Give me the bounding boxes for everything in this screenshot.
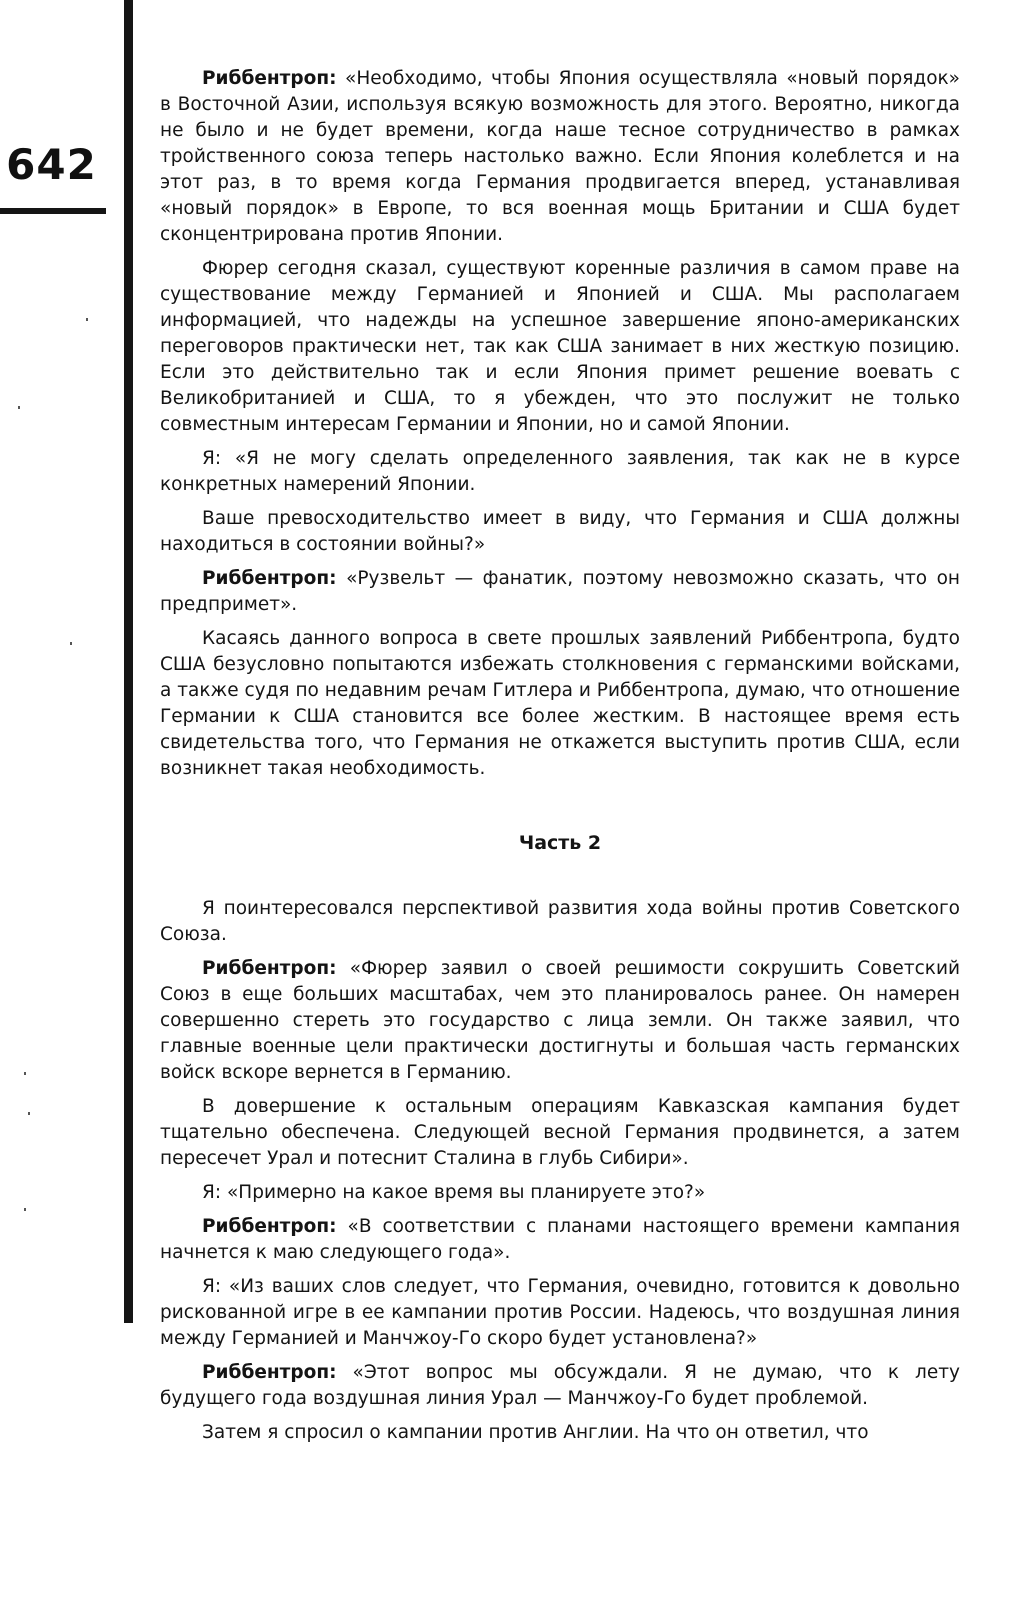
paragraph-text: «Этот вопрос мы обсуждали. Я не думаю, что к лету будущего года воздушная линия Урал — Манчжоу-Го будет проблемой. xyxy=(160,1362,960,1409)
speaker-label: Риббентроп: xyxy=(202,1216,337,1237)
margin-vertical-rule xyxy=(124,0,133,1323)
scan-speck xyxy=(28,1112,30,1115)
scan-speck xyxy=(18,406,20,409)
paragraph xyxy=(160,1420,960,1446)
page-number-rule xyxy=(0,208,106,214)
paragraph xyxy=(160,506,960,558)
speaker-label: Риббентроп: xyxy=(202,68,337,89)
speaker-label: Риббентроп: xyxy=(202,958,337,979)
paragraph-text: В довершение к остальным операциям Кавказская кампания будет тщательно обеспечена. Следующей весной Германия продвинется, а затем пересечет Урал и потеснит Сталина в глубь Сибири». xyxy=(160,1096,960,1169)
paragraph xyxy=(160,956,960,1086)
paragraph-text: «Фюрер заявил о своей решимости сокрушить Советский Союз в еще больших масштабах, чем это планировалось ранее. Он намерен совершенно стереть это государство с лица земли. Он также заявил, что главные военные цели практически достигнуты и большая часть германских войск вскоре вернется в Германию. xyxy=(160,958,960,1083)
paragraph-text: Фюрер сегодня сказал, существуют коренные различия в самом праве на существование между Германией и Японией и США. Мы располагаем информацией, что надежды на успешное завершение японо-американских переговоров практически нет, так как США занимает в них жесткую позицию. Если это действительно так и если Япония примет решение воевать с Великобританией и США, то я убежден, что это послужит не только совместным интересам Германии и Японии, но и самой Японии. xyxy=(160,258,960,435)
paragraph-text: «Необходимо, чтобы Япония осуществляла «новый порядок» в Восточной Азии, используя всякую возможность для этого. Вероятно, никогда не было и не будет времени, когда наше тесное сотрудничество в рамках тройственного союза теперь настолько важно. Если Япония колеблется и на этот раз, в то время когда Германия продвигается вперед, устанавливая «новый порядок» в Европе, то вся военная мощь Британии и США будет сконцентрирована против Японии. xyxy=(160,68,960,245)
paragraph xyxy=(160,896,960,948)
text-part-2 xyxy=(160,896,960,1446)
scan-speck xyxy=(24,1208,26,1211)
scan-speck xyxy=(86,318,88,321)
page-text xyxy=(160,66,960,1454)
scan-speck xyxy=(70,642,72,645)
paragraph xyxy=(160,446,960,498)
paragraph xyxy=(160,1360,960,1412)
speaker-label: Риббентроп: xyxy=(202,568,337,589)
paragraph xyxy=(160,566,960,618)
paragraph-text: Я поинтересовался перспективой развития хода войны против Советского Союза. xyxy=(160,898,960,945)
paragraph xyxy=(160,1094,960,1172)
page-number: 642 xyxy=(6,140,97,189)
paragraph xyxy=(160,66,960,248)
paragraph xyxy=(160,1180,960,1206)
paragraph xyxy=(160,626,960,782)
paragraph-text: Затем я спросил о кампании против Англии. На что он ответил, что xyxy=(202,1422,869,1443)
paragraph xyxy=(160,256,960,438)
speaker-label: Риббентроп: xyxy=(202,1362,337,1383)
paragraph-text: «Рузвельт — фанатик, поэтому невозможно сказать, что он предпримет». xyxy=(160,568,960,615)
paragraph-text: Ваше превосходительство имеет в виду, что Германия и США должны находиться в состоянии войны?» xyxy=(160,508,960,555)
paragraph-text: «В соответствии с планами настоящего времени кампания начнется к маю следующего года». xyxy=(160,1216,960,1263)
section-heading: Часть 2 xyxy=(518,832,602,854)
paragraph-text: Касаясь данного вопроса в свете прошлых заявлений Риббентропа, будто США безусловно попытаются избежать столкновения с германскими войсками, а также судя по недавним речам Гитлера и Риббентропа, думаю, что отношение Германии к США становится все более жестким. В настоящее время есть свидетельства того, что Германия не откажется выступить против США, если возникнет такая необходимость. xyxy=(160,628,960,779)
paragraph-text: Я: «Примерно на какое время вы планируете это?» xyxy=(202,1182,706,1203)
text-part-1 xyxy=(160,66,960,782)
paragraph-text: Я: «Я не могу сделать определенного заявления, так как не в курсе конкретных намерений Японии. xyxy=(160,448,960,495)
scan-speck xyxy=(24,1072,26,1075)
paragraph xyxy=(160,1214,960,1266)
paragraph-text: Я: «Из ваших слов следует, что Германия, очевидно, готовится к довольно рискованной игре в ее кампании против России. Надеюсь, что воздушная линия между Германией и Манчжоу-Го скоро будет установлена?» xyxy=(160,1276,960,1349)
paragraph xyxy=(160,1274,960,1352)
